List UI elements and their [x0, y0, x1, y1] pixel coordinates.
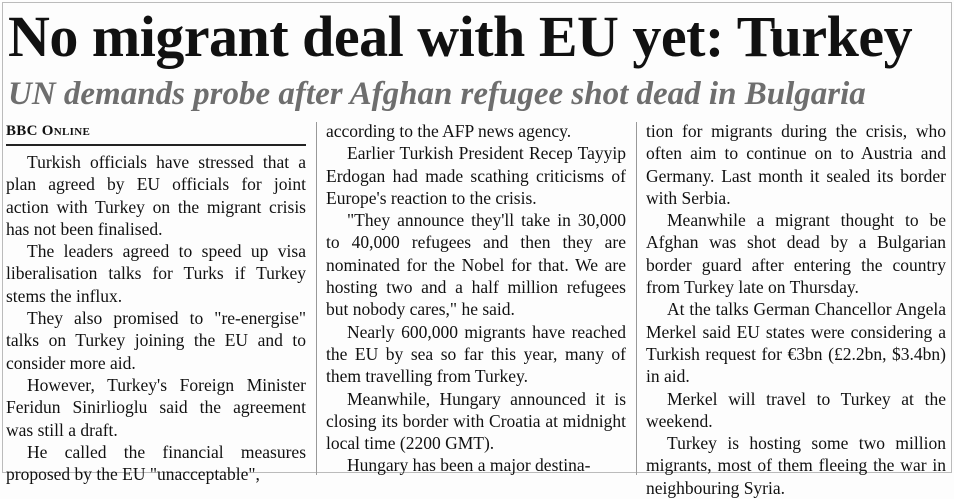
- paragraph: However, Turkey's Foreign Minister Feridun Sinirlioglu said the agreement was still a draft.: [6, 374, 306, 440]
- paragraph: He called the financial measures proposed by the EU "unacceptable",: [6, 441, 306, 485]
- paragraph: Nearly 600,000 migrants have reached the EU by sea so far this year, many of them travelling from Turkey.: [326, 321, 626, 387]
- subheadline: UN demands probe after Afghan refugee shot dead in Bulgaria: [8, 76, 866, 112]
- paragraph: Meanwhile a migrant thought to be Afghan was shot dead by a Bulgarian border guard after entering the country from Turkey late on Thursday.: [646, 210, 946, 298]
- paragraph: Earlier Turkish President Recep Tayyip Erdogan had made scathing criticisms of Europe's reaction to the crisis.: [326, 143, 626, 208]
- headline: No migrant deal with EU yet: Turkey: [8, 4, 913, 69]
- column-divider: [636, 122, 637, 475]
- article-column-2: [326, 120, 626, 475]
- paragraph: Merkel will travel to Turkey at the weekend.: [646, 388, 946, 431]
- paragraph: At the talks German Chancellor Angela Merkel said EU states were considering a Turkish request for €3bn (£2.2bn, $3.4bn) in aid.: [646, 299, 946, 387]
- paragraph: according to the AFP news agency.: [326, 121, 572, 141]
- paragraph: "They announce they'll take in 30,000 to 40,000 refugees and then they are nominated for the Nobel for that. We are hosting two and a half million refugees but nobody cares," he said.: [326, 210, 626, 320]
- paragraph: Turkey is hosting some two million migrants, most of them fleeing the war in neighbouring Syria.: [646, 433, 946, 498]
- paragraph: They also promised to "re-energise" talks on Turkey joining the EU and to consider more aid.: [6, 308, 306, 373]
- paragraph: The leaders agreed to speed up visa liberalisation talks for Turks if Turkey stems the influx.: [6, 241, 306, 306]
- article-column-1: [6, 120, 306, 485]
- column-divider: [316, 122, 317, 475]
- paragraph: tion for migrants during the crisis, who often aim to continue on to Austria and Germany. Last month it sealed its border with Serbia.: [646, 121, 946, 208]
- paragraph: Hungary has been a major destina-: [347, 455, 591, 476]
- article-column-3: [646, 120, 946, 498]
- source-byline: BBC Online: [6, 120, 306, 146]
- paragraph: Meanwhile, Hungary announced it is closing its border with Croatia at midnight local time (2200 GMT).: [326, 388, 626, 454]
- paragraph: Turkish officials have stressed that a plan agreed by EU officials for joint action with Turkey on the migrant crisis has not been finalised.: [6, 152, 306, 239]
